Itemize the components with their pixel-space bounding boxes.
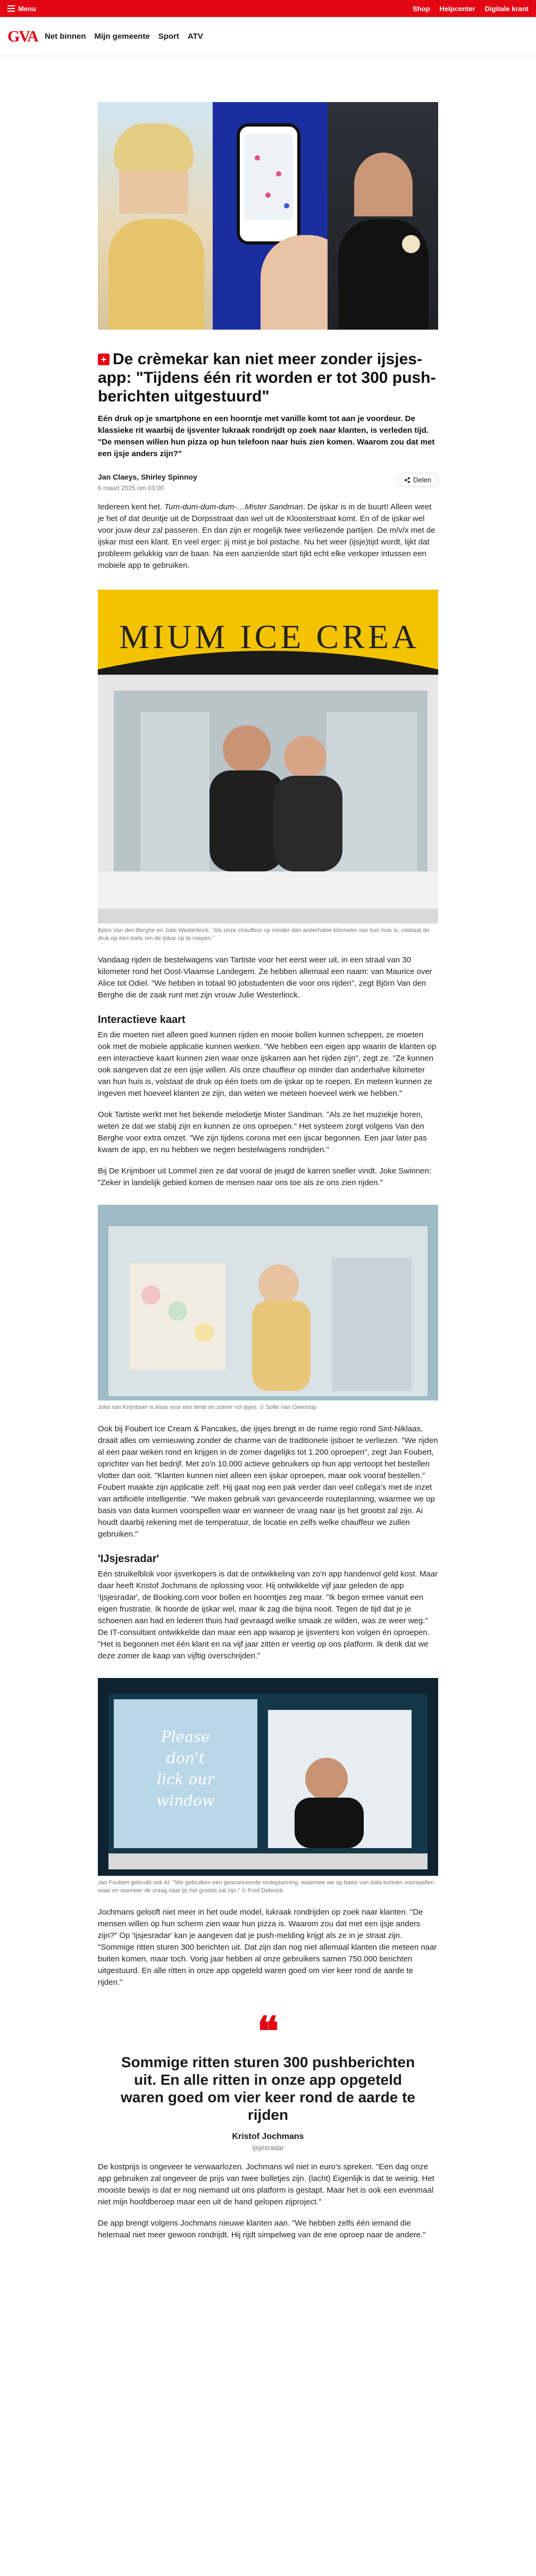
quote-author: Kristof Jochmans [232, 2132, 304, 2141]
nav-net-binnen[interactable]: Net binnen [45, 32, 86, 41]
share-button[interactable] [397, 473, 438, 487]
song-title: Tum-dum-dum-dum-…Mister Sandman [164, 502, 303, 511]
krijmboer-photo [98, 1205, 438, 1400]
subheading-interactive-map: Interactieve kaart [98, 1014, 186, 1026]
hero-photo-right [328, 102, 438, 330]
main-nav [0, 17, 536, 56]
paragraph-9: De kostprijs is ongeveer te verwaarlozen. Jochmans wil niet in euro's spreken. "Een dag onze app gebruiken zal ongeveer de prijs van twee bolletjes zijn. (lacht) Eigenlijk is dat te weinig. Het mooiste bewijs is dat er nog niemand uit ons platform is gestapt. Maar het is ook een evenmaal niet mijn hoofdberoep maar een uit de hand gelopen zijproject." [98, 2162, 434, 2206]
share-label: Delen [413, 476, 431, 484]
hero-photo-phone [213, 102, 328, 330]
menu-label: Menu [18, 4, 36, 13]
byline [98, 473, 438, 492]
pull-quote [98, 2010, 438, 2152]
quote-icon: ❝ [257, 2010, 279, 2054]
shop-link[interactable]: Shop [412, 4, 430, 13]
article-date: 6 maart 2025 om 03:00 [98, 484, 164, 492]
paragraph-8: Jochmans gelooft niet meer in het oude model, lukraak rondrijden op zoek naar klanten. "De mensen willen op hun scherm zien waar hun pizza is. Waarom zou dat met een ijsje anders zijn?" Op 'Ijsjesradar' kan je aangeven dat je push-melding krijgt als ze in je straat zijn. "Sommige ritten sturen 300 berichten uit. Dat zijn dan nog niet allemaal klanten die meteen naar buiten komen, maar toch. Vorig jaar hebben al onze gebruikers samen 750.000 berichten uitgestuurd. En alle ritten in onze app opgeteld waren goed om vier keer rond de aarde te rijden." [98, 1908, 437, 1987]
top-bar [0, 0, 536, 17]
paragraph-6: Ook bij Foubert Ice Cream & Pancakes, die ijsjes brengt in de ruime regio rond Sint-Niklaas, draait alles om vernieuwing zonder de charme van de traditionele ijsboer te verliezen. "We rijden al een paar weken rond en krijgen in de zomer dagelijks tot 1.200 oproepen", zegt Jan Foubert, oprichter van het bedrijf. Met zo'n 10.000 actieve gebruikers op hun app vertoopt het bestellen vlotter dan ooit. "Klanten kunnen niet alleen een ijskar oproepen, maar ook vooraf bestellen." Foubert maakte zijn applicatie zelf. Hij gaat nog een pak verder dan veel collega's met de inzet van artificiële intelligentie. "We maken gebruik van gevanceerde routeplanning, waarmee we op basis van data kunnen voorspellen waar en wanneer de vraag naar ijs het grootst zal zijn. Ai houdt daarbij rekening met de temperatuur, de locatie en zelfs welke chauffeur we zullen gebruiken." [98, 1424, 438, 1539]
nav-atv[interactable]: ATV [187, 32, 203, 41]
helpcenter-link[interactable]: Helpcenter [439, 4, 475, 13]
menu-button[interactable] [7, 5, 36, 13]
hamburger-icon [7, 5, 15, 12]
foubert-photo [98, 1678, 438, 1876]
paragraph-7: Eén struikelblok voor ijsverkopers is dat de ontwikkeling van zo'n app handenvol geld kost. Maar daar heeft Kristof Jochmans de oplossing voor. Hij ontwikkelde vijf jaar geleden de app 'Ijsjesradar', de Booking.com voor bollen en hoorntjes zeg maar. "Ik begon ermee vanuit een eigen frustratie. Ik hoorde de ijskar wel, maar ik zag die bijna nooit. Tegen de tijd dat je je schoenen aan had en lederen thuis had gevraagd welke smaak ze wilden, was ze weer weg." De IT-consultant ontwikkelde dan maar een app waarop je ijsventers kon volgen én oproepen. "Het is begonnen met één klant en na vijf jaar zitten er veertig op ons platform. Ik denk dat we deze zomer de kaap van vijftig overschrijden." [98, 1570, 438, 1660]
hero-photo-left [98, 102, 213, 330]
article-intro: Eén druk op je smartphone en een hoorntje met vanille komt tot aan je voordeur. De klassieke rit waarbij de ijsventer lukraak rondrijdt op zoek naar klanten, is verleden tijd. "De mensen willen hun pizza op hun telefoon naar huis zien komen. Waarom zou dat met een ijsje anders zijn?" [98, 414, 435, 458]
site-logo[interactable]: GVA [7, 27, 38, 45]
article-title [98, 350, 438, 406]
caption-foubert-photo: Jan Foubert gebruikt ook AI: "We gebruiken een geavanceerde routeplanning, waarmee we op basis van data kunnen voorspellen waar en wanneer de vraag naar ijs het grootst zal zijn." © Fred Debrock [98, 1879, 434, 1894]
article [98, 102, 438, 2241]
paragraph-4: Ook Tartiste werkt met het bekende melodietje Mister Sandman. "Als ze het muziekje horen, weten ze dat we stabij zijn en kunnen ze ons oproepen." Het systeem zorgt volgens Van den Berghe voor extra omzet. "We zijn tijdens corona met een ijscar begonnen. Een jaar later pas kwam de app, en nu hebben we negen bestelwagens rondrijden." [98, 1110, 427, 1154]
svg-text:don't: don't [166, 1749, 205, 1767]
paragraph-2: Vandaag rijden de bestelwagens van Tartiste voor het eerst weer uit, in een straal van 30 kilometer rond het Oost-Vlaamse Landegem. Ze hebben allemaal een naam: van Maurice over Alice tot Odiel. "We hebben in totaal 90 jobstudenten die voor ons rijden", zegt Björn Van den Berghe die de zaak runt met zijn vrouw Julie Westerlinck. [98, 955, 432, 1000]
paragraph-1: Iedereen kent het. Tum-dum-dum-dum-…Mister Sandman. De ijskar is in de buurt! Alleen weet je het of dat deuntje uit de Dorpsstraat dan wel uit de Kloosterstraat komt. En of de ijskar wel voor jouw deur zal passeren. En dan zijn er mogelijk twee verliezende partijen. De m/v/x met de ijskar mist een klant. En veel erger: jij mist je bol pistache. Nu het weer (ijsje)tijd wordt, lijkt dat probleem gelukkig van de baan. Na een aanzienlde start tijkt echt elke verkoper intussen een mobiele app te gebruiken. [98, 502, 436, 570]
article-authors[interactable]: Jan Claeys, Shirley Spinnoy [98, 473, 197, 481]
truck-sign-text: MIUM ICE CREA [119, 618, 420, 656]
paragraph-3: En die moeten niet alleen goed kunnen rijden en mooie bollen kunnen scheppen, ze moeten ook met de mobiele applicatie kunnen werken. "We hebben een eigen app waarin de klanten op een interactieve kaart kunnen zien waar onze ijskarren aan het rijden zijn", zegt ze. "Ze kunnen ook aangeven dat ze een ijsje willen. Als onze chauffeur op minder dan anderhalve kilometer van hun huis is, volstaat de druk op één toets om de ijskar op te roepen. En meteen kunnen ze ingeven met hoeveel klanten ze zijn, dan weten we meteen hoeveel werk we hebben." [98, 1030, 437, 1098]
article-title-text: De crèmekar kan niet meer zonder ijsjes-app: "Tijdens één rit worden er tot 300 push-berichten uitgestuurd" [98, 350, 436, 405]
truck-illustration [98, 590, 438, 924]
quote-role: Ijsjesradar [252, 2144, 284, 2152]
paragraph-10: De app brengt volgens Jochmans nieuwe klanten aan. "We hebben zelfs één iemand die helemaal niet meer gewoon rondrijdt. Hij rijdt simpelweg van de ene oproep naar de andere." [98, 2219, 426, 2239]
share-icon [404, 477, 411, 483]
plus-badge: + [98, 354, 110, 365]
nav-mijn-gemeente[interactable]: Mijn gemeente [94, 32, 150, 41]
nav-sport[interactable]: Sport [158, 32, 179, 41]
svg-text:Please: Please [161, 1728, 210, 1746]
svg-text:lick our: lick our [157, 1771, 214, 1788]
hero-image [98, 102, 438, 330]
smartphone-illustration [237, 123, 300, 245]
caption-krijmboer-photo: Joke van Krijmboer is klaar voor een lente en zomer vol ijsjes. © Sofie Van Overloop [98, 1404, 316, 1411]
caption-truck-photo: Björn Van den Berghe en Julie Westerlinck. "Als onze chauffeur op minder dan anderhalve kilometer van hun huis is, volstaat de druk op één toets om de ijskar op te roepen." [98, 927, 430, 942]
digital-paper-link[interactable]: Digitale krant [484, 4, 529, 13]
paragraph-5: Bij De Krijmboer uit Lommel zien ze dat vooral de jeugd de karren sneller vindt. Joke Swinnen: "Zeker in landelijk gebied komen de mensen naar ons toe als ze ons zien rijden." [98, 1167, 431, 1187]
svg-text:window: window [156, 1792, 215, 1809]
ice-cream-truck-photo [98, 590, 438, 924]
quote-text: Sommige ritten sturen 300 pushberichten uit. En alle ritten in onze app opgeteld waren goed om vier keer rond de aarde te rijden [121, 2054, 415, 2123]
subheading-ijsjesradar: 'IJsjesradar' [98, 1553, 160, 1565]
